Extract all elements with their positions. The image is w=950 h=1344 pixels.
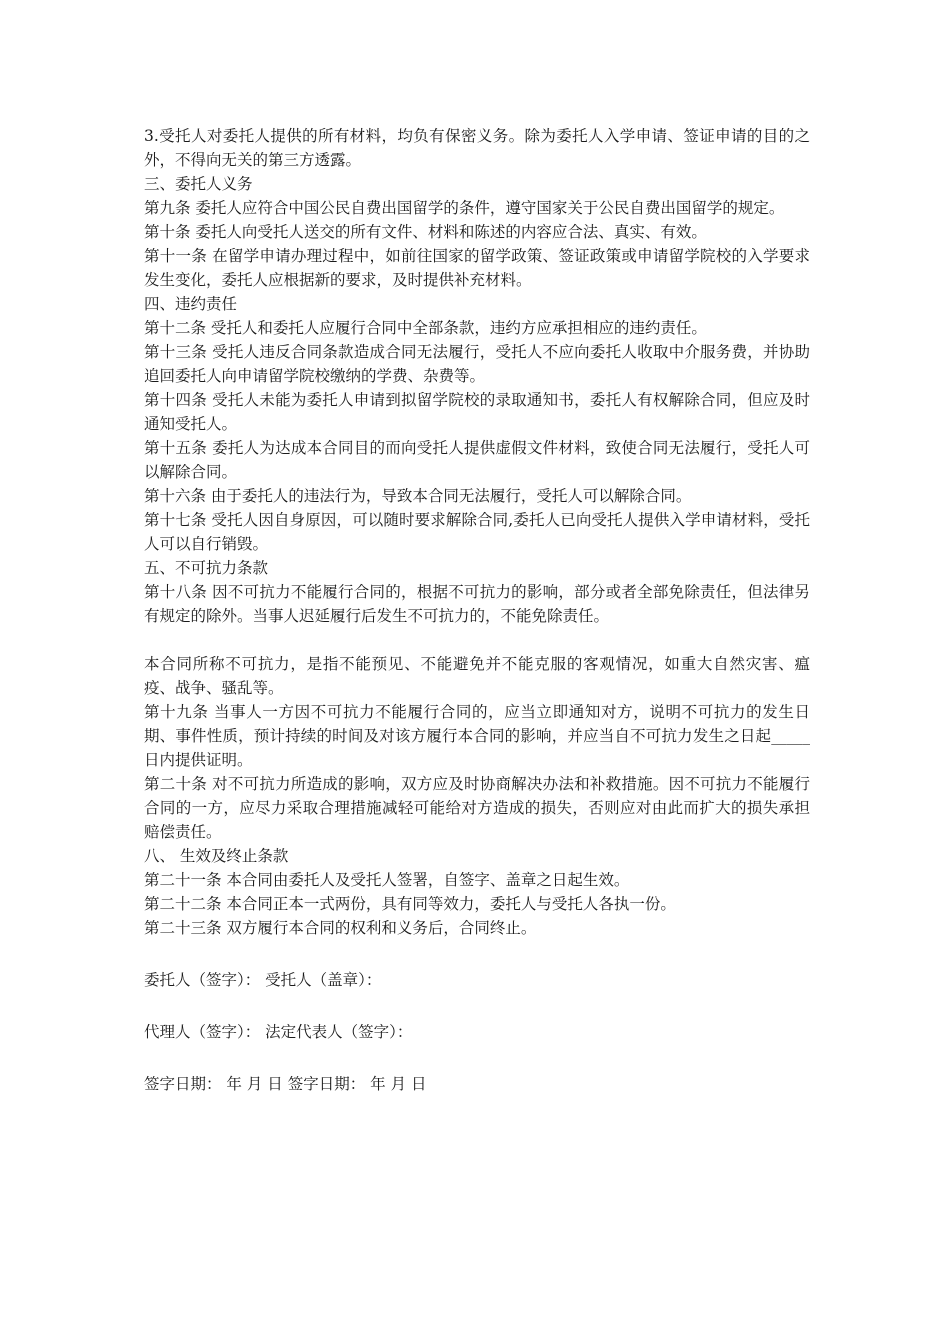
article-22: 第二十二条 本合同正本一式两份，具有同等效力，委托人与受托人各执一份。 bbox=[144, 895, 676, 913]
article-17: 第十七条 受托人因自身原因，可以随时要求解除合同,委托人已向受托人提供入学申请材料，受托人可以自行销毁。 bbox=[144, 511, 810, 553]
article-23: 第二十三条 双方履行本合同的权利和义务后，合同终止。 bbox=[144, 919, 537, 937]
section-heading-client-duties: 三、委托人义务 bbox=[144, 175, 253, 193]
force-majeure-definition: 本合同所称不可抗力，是指不能预见、不能避免并不能克服的客观情况，如重大自然灾害、瘟疫、战争、骚乱等。 bbox=[144, 655, 810, 697]
article-18: 第十八条 因不可抗力不能履行合同的，根据不可抗力的影响，部分或者全部免除责任，但法律另有规定的除外。当事人迟延履行后发生不可抗力的，不能免除责任。 bbox=[144, 583, 810, 625]
document-page bbox=[144, 124, 810, 1124]
section-heading-effect-termination: 八、 生效及终止条款 bbox=[144, 847, 289, 865]
article-10: 第十条 委托人向受托人送交的所有文件、材料和陈述的内容应合法、真实、有效。 bbox=[144, 223, 707, 241]
blank-line bbox=[144, 628, 810, 652]
signature-row-parties: 委托人（签字）： 受托人（盖章）： bbox=[144, 971, 382, 989]
clause-confidentiality: 3.受托人对委托人提供的所有材料，均负有保密义务。除为委托人入学申请、签证申请的目的之外，不得向无关的第三方透露。 bbox=[144, 127, 810, 169]
article-20: 第二十条 对不可抗力所造成的影响，双方应及时协商解决办法和补救措施。因不可抗力不能履行合同的一方，应尽力采取合理措施减轻可能给对方造成的损失，否则应对由此而扩大的损失承担赔偿责任。 bbox=[144, 775, 810, 841]
article-19: 第十九条 当事人一方因不可抗力不能履行合同的，应当立即通知对方，说明不可抗力的发生日期、事件性质，预计持续的时间及对该方履行本合同的影响，并应当自不可抗力发生之日起_____日内提供证明。 bbox=[144, 703, 810, 769]
article-15: 第十五条 委托人为达成本合同目的而向受托人提供虚假文件材料，致使合同无法履行，受托人可以解除合同。 bbox=[144, 439, 810, 481]
signature-row-representatives: 代理人（签字）： 法定代表人（签字）： bbox=[144, 1023, 413, 1041]
article-16: 第十六条 由于委托人的违法行为，导致本合同无法履行，受托人可以解除合同。 bbox=[144, 487, 692, 505]
article-13: 第十三条 受托人违反合同条款造成合同无法履行，受托人不应向委托人收取中介服务费，并协助追回委托人向申请留学院校缴纳的学费、杂费等。 bbox=[144, 343, 810, 385]
article-12: 第十二条 受托人和委托人应履行合同中全部条款，违约方应承担相应的违约责任。 bbox=[144, 319, 707, 337]
article-21: 第二十一条 本合同由委托人及受托人签署，自签字、盖章之日起生效。 bbox=[144, 871, 630, 889]
signature-block bbox=[144, 968, 810, 1096]
article-14: 第十四条 受托人未能为委托人申请到拟留学院校的录取通知书，委托人有权解除合同，但应及时通知受托人。 bbox=[144, 391, 810, 433]
section-heading-force-majeure: 五、不可抗力条款 bbox=[144, 559, 269, 577]
section-heading-liability: 四、违约责任 bbox=[144, 295, 238, 313]
contract-body bbox=[144, 124, 810, 940]
article-9: 第九条 委托人应符合中国公民自费出国留学的条件，遵守国家关于公民自费出国留学的规定。 bbox=[144, 199, 785, 217]
article-11: 第十一条 在留学申请办理过程中，如前往国家的留学政策、签证政策或申请留学院校的入学要求发生变化，委托人应根据新的要求，及时提供补充材料。 bbox=[144, 247, 810, 289]
signature-row-dates: 签字日期： 年 月 日 签字日期： 年 月 日 bbox=[144, 1075, 427, 1093]
